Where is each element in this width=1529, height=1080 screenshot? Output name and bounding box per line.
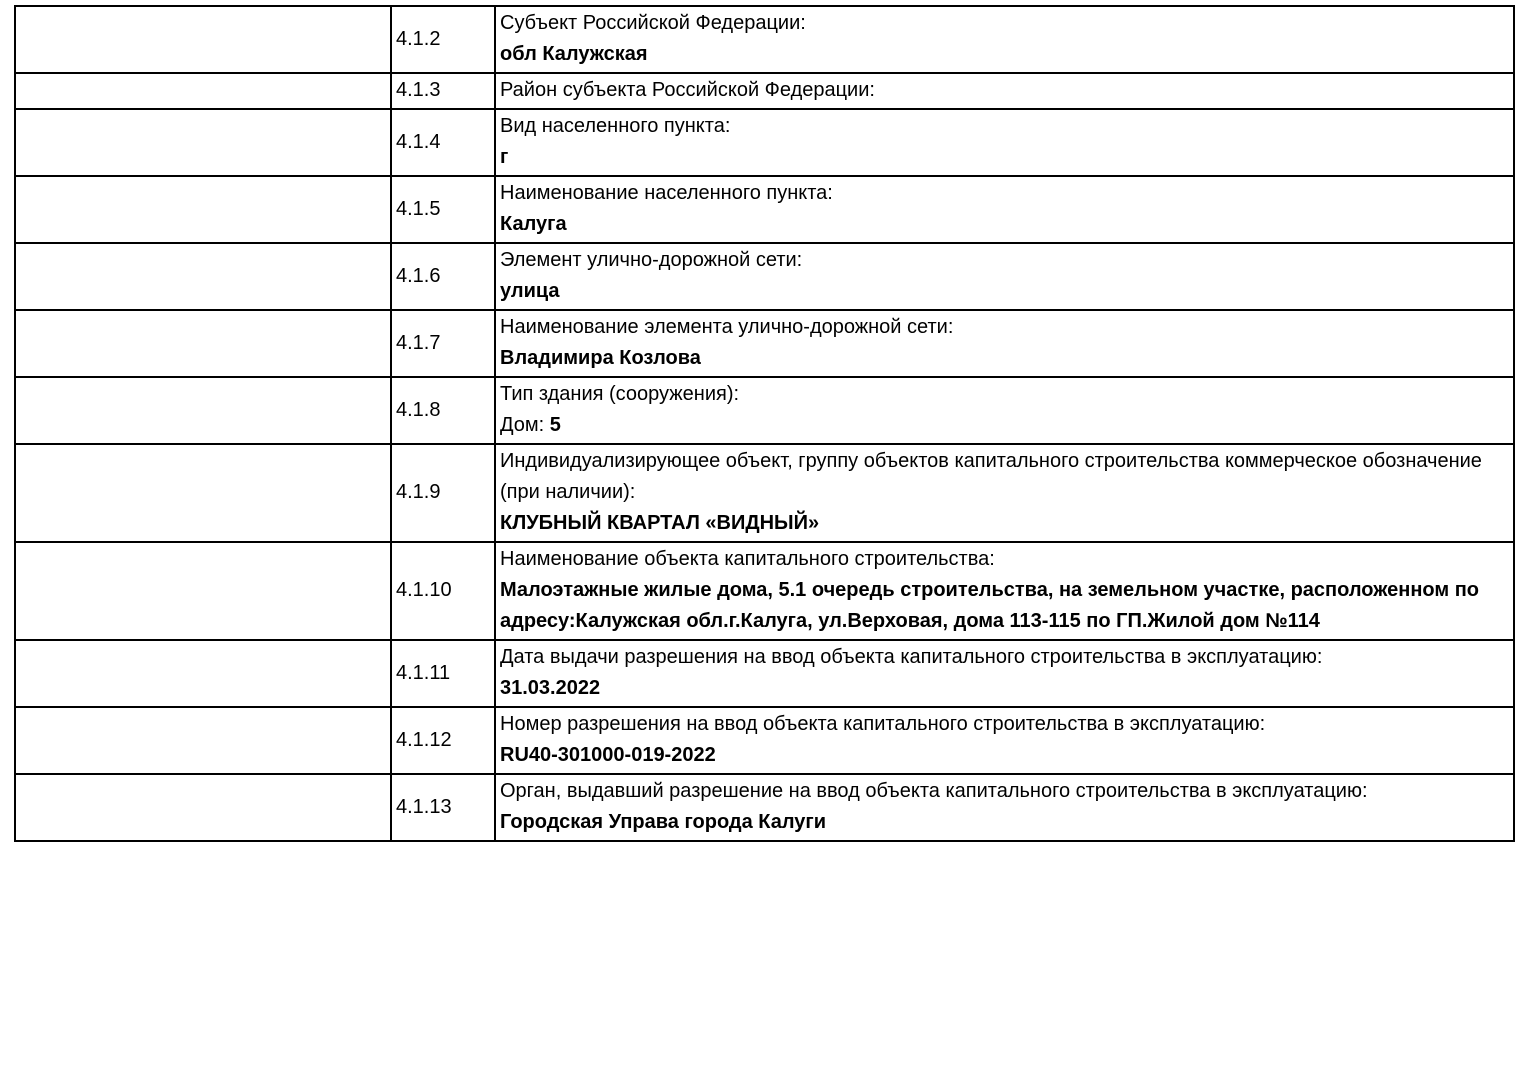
table-row [15,444,1514,542]
table-row [15,243,1514,310]
empty-cell [15,109,391,176]
field-label: Индивидуализирующее объект, группу объектов капитального строительства коммерческое обозначение (при наличии): [500,450,1482,503]
row-number: 4.1.9 [396,481,441,503]
field-value-text: Городская Управа города Калуги [500,811,827,833]
table-row [15,774,1514,841]
table-row [15,377,1514,444]
row-content-cell [495,444,1514,542]
field-label: Орган, выдавший разрешение на ввод объекта капитального строительства в эксплуатацию: [500,780,1368,802]
field-label: Элемент улично-дорожной сети: [500,249,803,271]
field-value-text: Малоэтажные жилые дома, 5.1 очередь строительства, на земельном участке, расположенном по адресу:Калужская обл.г.Калуга, ул.Верховая, дома 113-115 по ГП.Жилой дом №114 [500,579,1480,632]
field-value [500,39,1509,70]
declaration-table [14,5,1515,842]
row-number-cell [391,444,495,542]
row-number-cell [391,6,495,73]
row-content-cell [495,73,1514,109]
field-label: Номер разрешения на ввод объекта капитального строительства в эксплуатацию: [500,713,1266,735]
row-number-cell [391,109,495,176]
field-value-text: 31.03.2022 [500,677,601,699]
field-value [500,575,1509,637]
row-number-cell [391,377,495,444]
row-number: 4.1.3 [396,79,441,101]
field-label: Наименование населенного пункта: [500,182,833,204]
field-value [500,276,1509,307]
field-label: Наименование элемента улично-дорожной сети: [500,316,954,338]
table-row [15,542,1514,640]
field-label: Дата выдачи разрешения на ввод объекта капитального строительства в эксплуатацию: [500,646,1323,668]
row-number-cell [391,176,495,243]
field-value [500,142,1509,173]
field-value-prefix: Дом: [500,414,550,436]
empty-cell [15,6,391,73]
empty-cell [15,243,391,310]
table-row [15,707,1514,774]
table-row [15,640,1514,707]
row-content-cell [495,310,1514,377]
field-label: Вид населенного пункта: [500,115,731,137]
empty-cell [15,176,391,243]
field-value-text: Владимира Козлова [500,347,701,369]
field-value-text: RU40-301000-019-2022 [500,744,716,766]
field-value-text: улица [500,280,560,302]
row-number: 4.1.8 [396,398,441,421]
row-number: 4.1.6 [396,264,441,287]
row-number-cell [391,310,495,377]
table-row [15,310,1514,377]
empty-cell [15,310,391,377]
field-label: Тип здания (сооружения): [500,383,740,405]
field-value [500,673,1509,704]
row-number-cell [391,73,495,109]
row-number-cell [391,640,495,707]
field-value [500,410,1509,441]
table-row [15,6,1514,73]
empty-cell [15,707,391,774]
row-number: 4.1.11 [396,661,451,684]
empty-cell [15,73,391,109]
row-number: 4.1.2 [396,27,441,50]
empty-cell [15,542,391,640]
row-number: 4.1.5 [396,197,441,220]
row-content-cell [495,109,1514,176]
field-value [500,807,1509,838]
row-content-cell [495,6,1514,73]
row-number-cell [391,707,495,774]
field-value [500,343,1509,374]
empty-cell [15,640,391,707]
row-content-cell [495,377,1514,444]
empty-cell [15,377,391,444]
field-value [500,508,1509,539]
empty-cell [15,774,391,841]
field-value-text: обл Калужская [500,43,648,65]
row-number-cell [391,774,495,841]
declaration-table-body [15,6,1514,841]
row-number: 4.1.4 [396,130,441,153]
row-number: 4.1.12 [396,728,452,751]
field-value-text: 5 [549,414,561,436]
field-value-text: Калуга [500,213,567,235]
field-label: Наименование объекта капитального строительства: [500,548,995,570]
table-row [15,73,1514,109]
row-content-cell [495,707,1514,774]
field-value-text: КЛУБНЫЙ КВАРТАЛ «ВИДНЫЙ» [500,512,820,534]
row-number-cell [391,243,495,310]
row-number: 4.1.13 [396,795,452,818]
row-content-cell [495,774,1514,841]
row-content-cell [495,640,1514,707]
row-number: 4.1.7 [396,331,441,354]
table-row [15,176,1514,243]
field-value [500,209,1509,240]
row-content-cell [495,542,1514,640]
field-label: Субъект Российской Федерации: [500,12,806,34]
row-content-cell [495,243,1514,310]
field-value [500,740,1509,771]
row-content-cell [495,176,1514,243]
row-number-cell [391,542,495,640]
field-value-text: г [500,146,509,168]
field-label: Район субъекта Российской Федерации: [500,79,875,101]
row-number: 4.1.10 [396,579,452,601]
table-row [15,109,1514,176]
empty-cell [15,444,391,542]
